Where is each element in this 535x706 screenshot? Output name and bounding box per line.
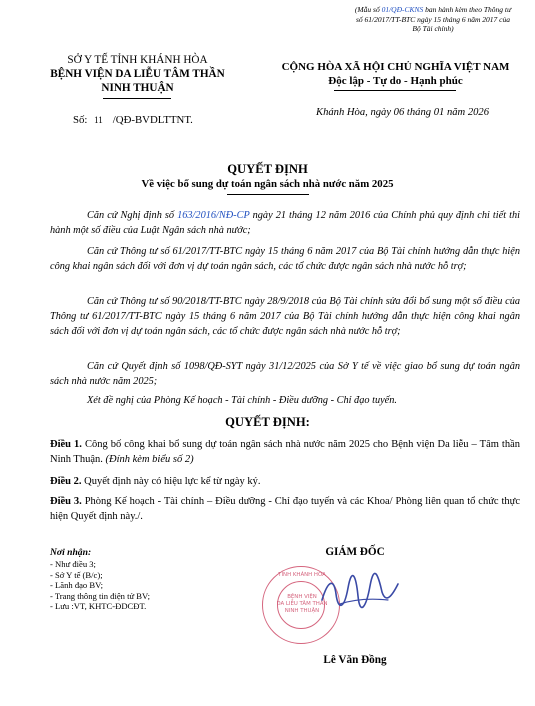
recipient-item: - Lãnh đạo BV; <box>50 580 104 591</box>
recipients-block <box>50 546 250 612</box>
nation-block <box>268 60 523 88</box>
preamble-3: Căn cứ Thông tư số 90/2018/TT-BTC ngày 28/9/2018 của Bộ Tài chính sửa đổi bổ sung một số điều của Thông tư 61/2017/TT-BTC ngày 15 tháng 6 năm 2017 của Bộ Tài chính hướng dẫn thực hiện công khai ngân sách đối với đơn vị dự toán ngân sách, các tổ chức được ngân sách nhà nước hỗ trợ; <box>50 296 520 337</box>
stamp-text-1: BỆNH VIỆN <box>287 594 317 600</box>
preamble-2: Căn cứ Thông tư số 61/2017/TT-BTC ngày 15 tháng 6 năm 2017 của Bộ Tài chính hướng dẫn thực hiện công khai ngân sách đối với đơn vị dự toán ngân sách, các tổ chức được ngân sách nhà nước hỗ trợ; <box>50 246 520 272</box>
subject-underline <box>227 194 309 195</box>
recipients-heading: Nơi nhận: <box>50 547 92 558</box>
article-2: Điều 2. Quyết định này có hiệu lực kể từ ngày ký. <box>50 476 261 487</box>
article-1: Điều 1. Công bố công khai bổ sung dự toán ngân sách nhà nước năm 2025 cho Bệnh viện Da liễu – Tâm thần Ninh Thuận. (Đính kèm biểu số 2) <box>50 439 521 465</box>
nation-name: CỘNG HÒA XÃ HỘI CHỦ NGHĨA VIỆT NAM <box>281 61 510 73</box>
signer-name: Lê Văn Đồng <box>323 654 387 666</box>
decree-link[interactable]: 163/2016/NĐ-CP <box>177 210 250 221</box>
hospital-name-line1: BỆNH VIỆN DA LIỄU TÂM THẦN <box>50 68 225 80</box>
stamp-ring-text: TỈNH KHÁNH HÒA <box>278 572 326 578</box>
issuer-underline <box>103 98 171 99</box>
article-3: Điều 3. Phòng Kế hoạch - Tài chính – Điều dưỡng - Chỉ đạo tuyến và các Khoa/ Phòng liên quan tổ chức thực hiện Quyết định này./. <box>50 496 520 522</box>
preamble-5: Xét đề nghị của Phòng Kế hoạch - Tài chính - Điều dưỡng - Chỉ đạo tuyến. <box>87 395 397 406</box>
signer-position: GIÁM ĐỐC <box>325 546 385 558</box>
handwritten-signature <box>318 570 408 620</box>
department-name: SỞ Y TẾ TỈNH KHÁNH HÒA <box>67 54 208 66</box>
preamble-4: Căn cứ Quyết định số 1098/QĐ-SYT ngày 31/12/2025 của Sở Y tế về việc giao bổ sung dự toán ngân sách nhà nước năm 2025; <box>50 361 520 387</box>
decision-title: QUYẾT ĐỊNH <box>227 162 308 176</box>
recipient-item: - Trang thông tin điện tử BV; <box>50 590 150 601</box>
stamp-text-3: NINH THUẬN <box>284 608 320 614</box>
decision-heading: QUYẾT ĐỊNH: <box>225 415 310 429</box>
hospital-name-line2: NINH THUẬN <box>101 82 174 94</box>
issue-date: Khánh Hòa, ngày 06 tháng 01 năm 2026 <box>316 107 490 118</box>
recipient-item: - Lưu :VT, KHTC-ĐDCĐT. <box>50 601 147 612</box>
recipient-item: - Như điều 3; <box>50 559 96 569</box>
number-value: 11 <box>94 115 103 125</box>
issuer-block <box>30 53 245 95</box>
nation-motto: Độc lập - Tự do - Hạnh phúc <box>328 75 463 87</box>
stamp-text-2: DA LIỄU TÂM THẦN <box>276 601 328 607</box>
recipient-item: - Sở Y tế (B/c); <box>50 569 103 580</box>
decision-subject: Về việc bổ sung dự toán ngân sách nhà nước năm 2025 <box>141 178 394 190</box>
document-number: Số: 11 /QĐ-BVDLTTNT. <box>73 114 193 126</box>
motto-underline <box>334 90 456 91</box>
template-link[interactable]: 01/QĐ-CKNS <box>381 5 424 14</box>
template-note: (Mẫu số 01/QĐ-CKNS ban hành kèm theo Thông tư số 61/2017/TT-BTC ngày 15 tháng 6 năm 2017 của Bộ Tài chính) <box>354 5 512 33</box>
preamble-1: Căn cứ Nghị định số 163/2016/NĐ-CP ngày 21 tháng 12 năm 2016 của Chính phủ quy định chi tiết thi hành một số điều của Luật Ngân sách nhà nước; <box>50 210 520 236</box>
